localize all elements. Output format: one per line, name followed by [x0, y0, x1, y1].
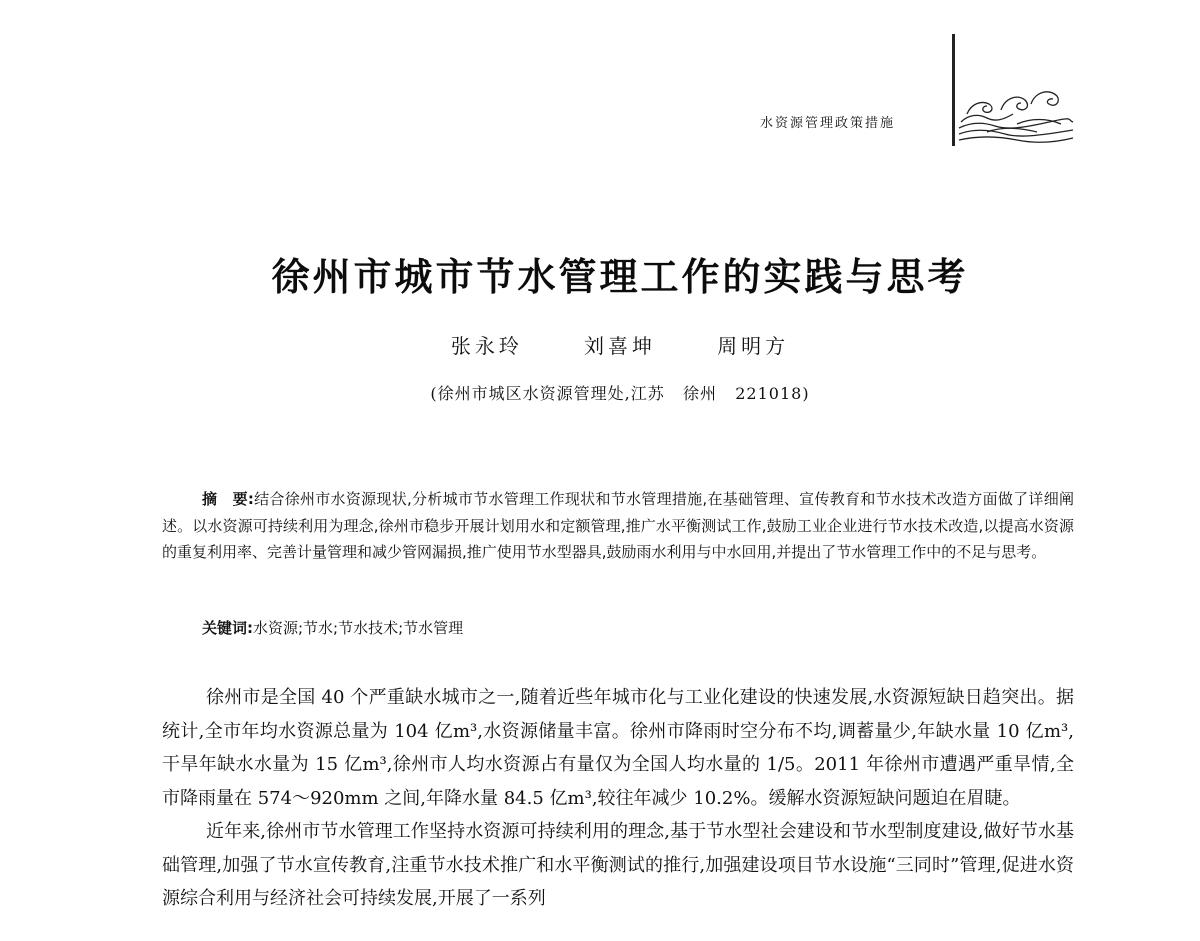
article-title: 徐州市城市节水管理工作的实践与思考 — [271, 254, 969, 299]
abstract-text: 结合徐州市水资源现状,分析城市节水管理工作现状和节水管理措施,在基础管理、宣传教育和节水技术改造方面做了详细阐述。以水资源可持续利用为理念,徐州市稳步开展计划用水和定额管理,推广水平衡测试工作,鼓励工业企业进行节水技术改造,以提高水资源的重复利用率、完善计量管理和减少管网漏损,推广使用节水型器具,鼓励雨水利用与中水回用,并提出了节水管理工作中的不足与思考。 — [162, 490, 1075, 561]
keywords-text: 水资源;节水;节水技术;节水管理 — [253, 619, 464, 637]
article-authors: 张永玲 刘喜坤 周明方 — [450, 334, 790, 358]
abstract-label: 摘 要: — [202, 490, 254, 508]
abstract-paragraph — [162, 486, 1074, 566]
body-paragraph-1: 徐州市是全国 40 个严重缺水城市之一,随着近些年城市化与工业化建设的快速发展,水资源短缺日趋突出。据统计,全市年均水资源总量为 104 亿m³,水资源储量丰富。徐州市降雨时空分布不均,调蓄量少,年缺水量 10 亿m³,干旱年缺水水量为 15 亿m³,徐州市人均水资源占有量仅为全国人均水量的 1/5。2011 年徐州市遭遇严重旱情,全市降雨量在 574～920mm 之间,年降水量 84.5 亿m³,较往年减少 10.2%。缓解水资源短缺问题迫在眉睫。 — [162, 687, 1074, 809]
wave-ornament-icon — [957, 84, 1075, 144]
keywords-label: 关键词: — [202, 619, 253, 637]
keywords — [202, 617, 463, 638]
running-header: 水资源管理政策措施 — [760, 116, 896, 131]
article-affiliation: (徐州市城区水资源管理处,江苏 徐州 221018) — [430, 384, 810, 403]
header-rule — [952, 34, 955, 146]
body-paragraph-2: 近年来,徐州市节水管理工作坚持水资源可持续利用的理念,基于节水型社会建设和节水型制度建设,做好节水基础管理,加强了节水宣传教育,注重节水技术推广和水平衡测试的推行,加强建设项目节水设施“三同时”管理,促进水资源综合利用与经济社会可持续发展,开展了一系列 — [162, 821, 1074, 909]
body-text — [162, 681, 1074, 916]
abstract — [162, 486, 1074, 566]
